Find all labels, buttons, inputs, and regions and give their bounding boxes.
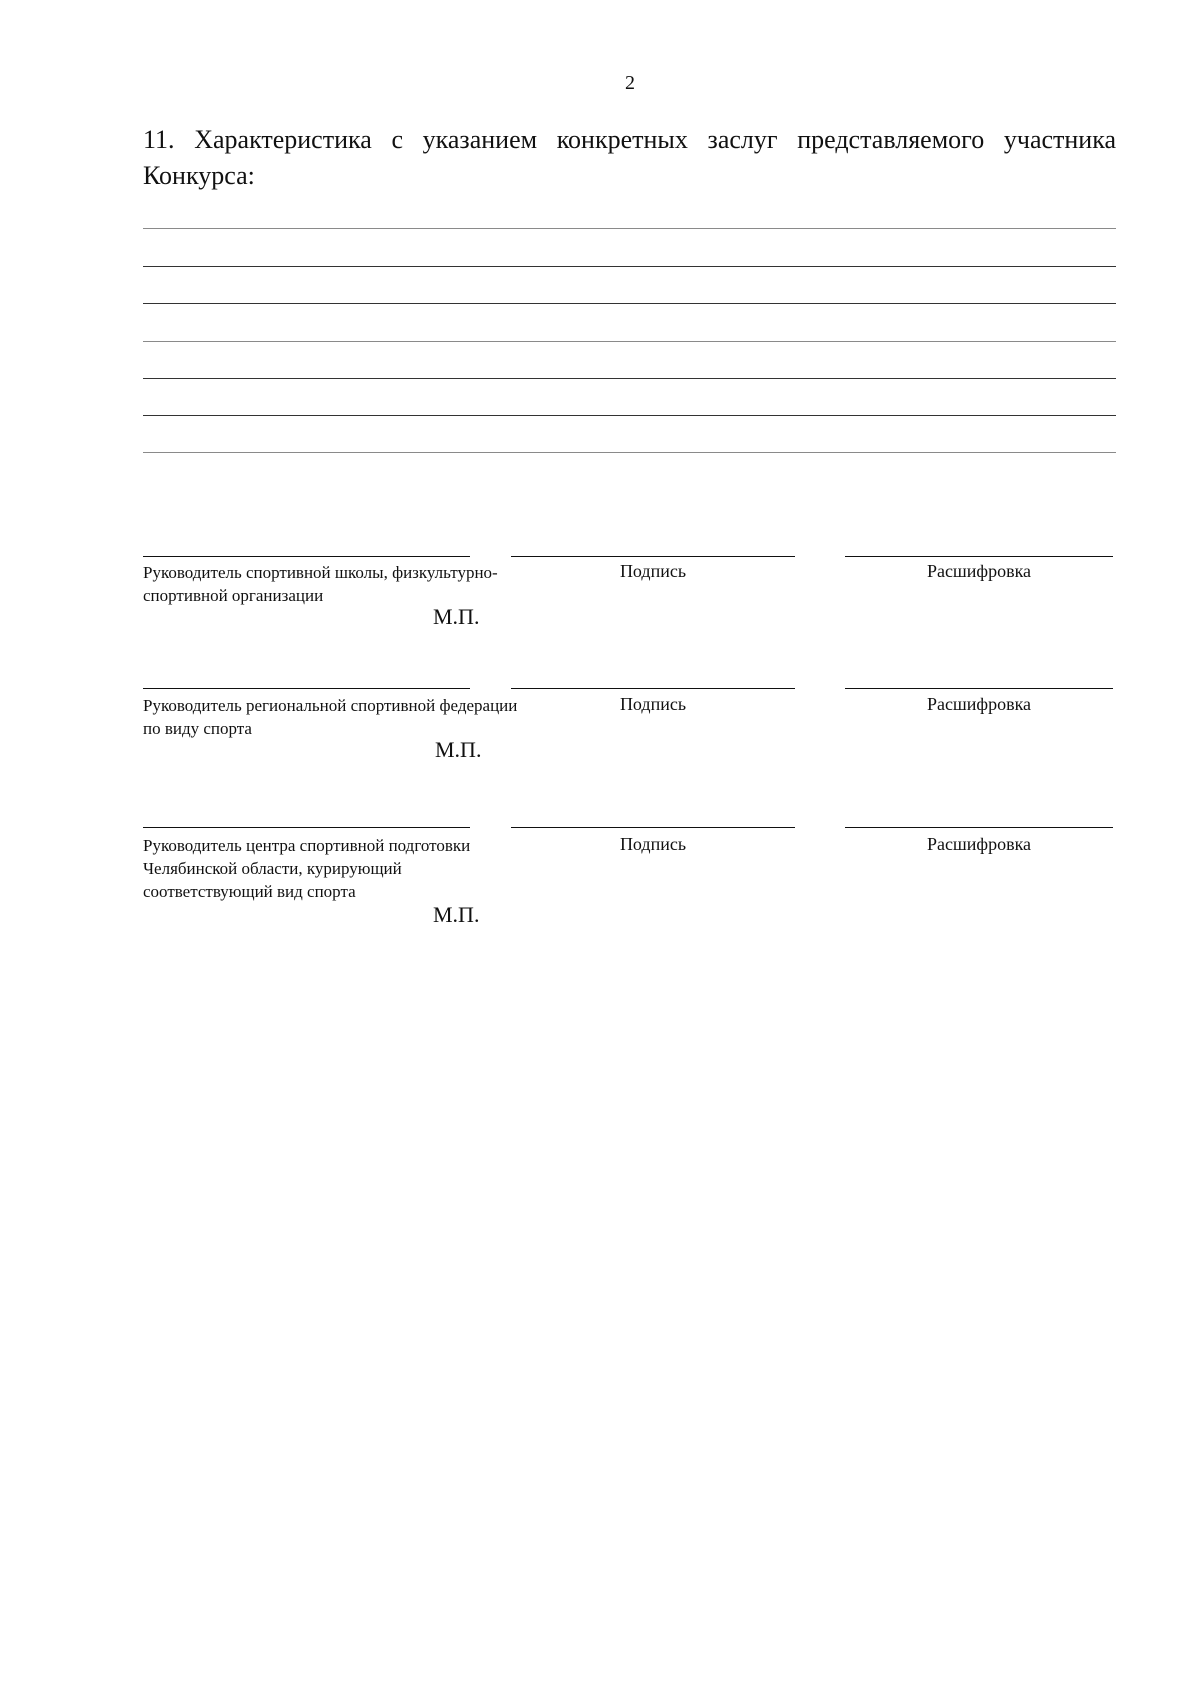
stamp-mark: М.П. [435, 737, 482, 762]
decoding-caption: Расшифровка [926, 694, 1032, 714]
role-label: Руководитель региональной спортивной федерации по виду спорта [143, 696, 518, 738]
role-line[interactable] [143, 688, 470, 689]
fill-line[interactable] [143, 266, 1116, 267]
fill-line[interactable] [143, 452, 1116, 453]
fill-line[interactable] [143, 228, 1116, 229]
decoding-line[interactable] [845, 556, 1113, 557]
decoding-line[interactable] [845, 827, 1113, 828]
signature-line[interactable] [511, 556, 795, 557]
fill-line[interactable] [143, 415, 1116, 416]
decoding-line[interactable] [845, 688, 1113, 689]
signature-line[interactable] [511, 827, 795, 828]
stamp-mark: М.П. [433, 604, 480, 629]
signature-caption: Подпись [619, 694, 687, 714]
signature-caption: Подпись [619, 561, 687, 581]
role-line[interactable] [143, 556, 470, 557]
signature-line[interactable] [511, 688, 795, 689]
section-heading: 11. Характеристика с указанием конкретных заслуг представляемого участника Конкурса: [143, 125, 1116, 190]
signature-caption: Подпись [619, 834, 687, 854]
fill-line[interactable] [143, 378, 1116, 379]
role-line[interactable] [143, 827, 470, 828]
role-label: Руководитель спортивной школы, физкультурно-спортивной организации [143, 563, 498, 605]
decoding-caption: Расшифровка [926, 834, 1032, 854]
decoding-caption: Расшифровка [926, 561, 1032, 581]
page-number: 2 [625, 72, 635, 94]
fill-line[interactable] [143, 303, 1116, 304]
stamp-mark: М.П. [433, 902, 480, 927]
role-label: Руководитель центра спортивной подготовки Челябинской области, курирующий соответствующий вид спорта [143, 836, 471, 901]
fill-line[interactable] [143, 341, 1116, 342]
